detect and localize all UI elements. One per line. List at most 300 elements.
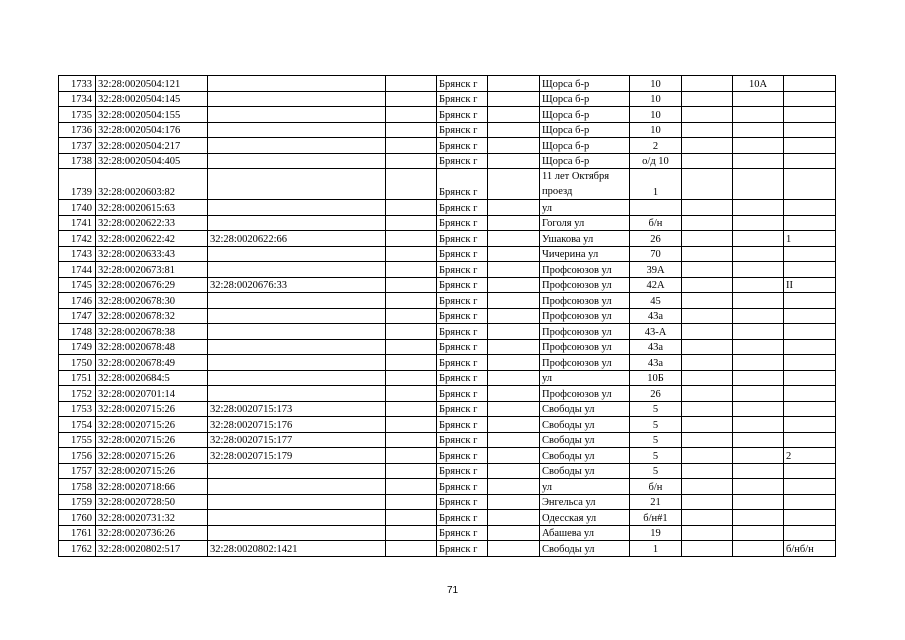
row-number-cell: 1744 [59,262,96,278]
house-number-cell: 19 [630,525,682,541]
col-empty-a-cell [386,541,437,557]
street-cell: Щорса б-р [540,138,630,154]
city-cell: Брянск г [437,339,488,355]
col-empty-c-cell [682,277,733,293]
col-empty-a-cell [386,324,437,340]
building-cell [733,432,784,448]
linked-cadastral-number-cell [208,262,386,278]
col-empty-c-cell [682,138,733,154]
cadastral-number-cell: 32:28:0020715:26 [96,448,208,464]
city-cell: Брянск г [437,386,488,402]
cadastral-number-cell: 32:28:0020504:145 [96,91,208,107]
col-empty-c-cell [682,246,733,262]
linked-cadastral-number-cell [208,138,386,154]
city-cell: Брянск г [437,138,488,154]
extra-cell [784,479,836,495]
street-cell: Профсоюзов ул [540,324,630,340]
col-empty-b-cell [488,463,540,479]
table-row [59,153,836,169]
col-empty-a-cell [386,525,437,541]
table-row [59,293,836,309]
col-empty-a-cell [386,262,437,278]
building-cell [733,246,784,262]
col-empty-b-cell [488,401,540,417]
table-row [59,479,836,495]
city-cell: Брянск г [437,215,488,231]
linked-cadastral-number-cell [208,370,386,386]
house-number-cell: 1 [630,541,682,557]
cadastral-number-cell: 32:28:0020718:66 [96,479,208,495]
linked-cadastral-number-cell [208,463,386,479]
street-cell: Одесская ул [540,510,630,526]
linked-cadastral-number-cell [208,122,386,138]
linked-cadastral-number-cell [208,91,386,107]
extra-cell [784,76,836,92]
linked-cadastral-number-cell [208,246,386,262]
col-empty-b-cell [488,448,540,464]
linked-cadastral-number-cell [208,525,386,541]
col-empty-a-cell [386,308,437,324]
table-row [59,417,836,433]
cadastral-number-cell: 32:28:0020504:176 [96,122,208,138]
col-empty-b-cell [488,215,540,231]
table-row [59,215,836,231]
row-number-cell: 1754 [59,417,96,433]
cadastral-number-cell: 32:28:0020678:38 [96,324,208,340]
building-cell [733,417,784,433]
linked-cadastral-number-cell [208,200,386,216]
street-cell: Профсоюзов ул [540,339,630,355]
col-empty-a-cell [386,510,437,526]
col-empty-a-cell [386,246,437,262]
cadastral-number-cell: 32:28:0020504:405 [96,153,208,169]
col-empty-a-cell [386,448,437,464]
row-number-cell: 1762 [59,541,96,557]
col-empty-b-cell [488,262,540,278]
linked-cadastral-number-cell [208,153,386,169]
col-empty-b-cell [488,91,540,107]
extra-cell [784,153,836,169]
row-number-cell: 1734 [59,91,96,107]
extra-cell [784,122,836,138]
table-row [59,324,836,340]
extra-cell [784,339,836,355]
cadastral-number-cell: 32:28:0020715:26 [96,432,208,448]
city-cell: Брянск г [437,231,488,247]
building-cell [733,169,784,200]
col-empty-a-cell [386,432,437,448]
extra-cell [784,494,836,510]
house-number-cell: 43-А [630,324,682,340]
cadastral-number-cell: 32:28:0020673:81 [96,262,208,278]
house-number-cell: 1 [630,169,682,200]
col-empty-c-cell [682,463,733,479]
col-empty-a-cell [386,122,437,138]
row-number-cell: 1743 [59,246,96,262]
extra-cell [784,386,836,402]
row-number-cell: 1759 [59,494,96,510]
col-empty-b-cell [488,386,540,402]
street-cell: Профсоюзов ул [540,386,630,402]
street-cell: Энгельса ул [540,494,630,510]
building-cell [733,541,784,557]
col-empty-a-cell [386,215,437,231]
col-empty-b-cell [488,479,540,495]
building-cell [733,138,784,154]
row-number-cell: 1757 [59,463,96,479]
col-empty-b-cell [488,293,540,309]
extra-cell [784,355,836,371]
linked-cadastral-number-cell: 32:28:0020802:1421 [208,541,386,557]
col-empty-b-cell [488,308,540,324]
extra-cell [784,510,836,526]
table-row [59,138,836,154]
col-empty-c-cell [682,339,733,355]
house-number-cell: 10 [630,107,682,123]
col-empty-b-cell [488,432,540,448]
extra-cell [784,293,836,309]
col-empty-c-cell [682,308,733,324]
row-number-cell: 1751 [59,370,96,386]
city-cell: Брянск г [437,107,488,123]
cadastral-number-cell: 32:28:0020622:42 [96,231,208,247]
house-number-cell: 5 [630,401,682,417]
street-cell: ул [540,479,630,495]
col-empty-b-cell [488,277,540,293]
table-row [59,448,836,464]
cadastral-number-cell: 32:28:0020633:43 [96,246,208,262]
street-cell: Ушакова ул [540,231,630,247]
col-empty-a-cell [386,401,437,417]
col-empty-b-cell [488,200,540,216]
col-empty-b-cell [488,525,540,541]
cadastral-number-cell: 32:28:0020715:26 [96,463,208,479]
street-cell: 11 лет Октября проезд [540,169,630,200]
table-row [59,169,836,200]
col-empty-a-cell [386,463,437,479]
city-cell: Брянск г [437,401,488,417]
cadastral-number-cell: 32:28:0020728:50 [96,494,208,510]
house-number-cell: б/н [630,479,682,495]
linked-cadastral-number-cell [208,494,386,510]
linked-cadastral-number-cell: 32:28:0020715:176 [208,417,386,433]
table-row [59,122,836,138]
table-row [59,339,836,355]
linked-cadastral-number-cell [208,293,386,309]
col-empty-a-cell [386,76,437,92]
building-cell [733,339,784,355]
col-empty-c-cell [682,169,733,200]
extra-cell [784,401,836,417]
col-empty-b-cell [488,122,540,138]
linked-cadastral-number-cell: 32:28:0020622:66 [208,231,386,247]
table-row [59,386,836,402]
table-row [59,541,836,557]
row-number-cell: 1738 [59,153,96,169]
col-empty-c-cell [682,153,733,169]
city-cell: Брянск г [437,370,488,386]
col-empty-a-cell [386,231,437,247]
city-cell: Брянск г [437,510,488,526]
extra-cell [784,432,836,448]
house-number-cell: 10 [630,91,682,107]
table-row [59,200,836,216]
col-empty-c-cell [682,432,733,448]
linked-cadastral-number-cell [208,510,386,526]
table-row [59,107,836,123]
city-cell: Брянск г [437,91,488,107]
table-row [59,370,836,386]
street-cell: Профсоюзов ул [540,293,630,309]
col-empty-a-cell [386,386,437,402]
house-number-cell: 10 [630,76,682,92]
col-empty-c-cell [682,541,733,557]
col-empty-c-cell [682,122,733,138]
row-number-cell: 1745 [59,277,96,293]
row-number-cell: 1740 [59,200,96,216]
house-number-cell: 5 [630,463,682,479]
extra-cell [784,91,836,107]
row-number-cell: 1756 [59,448,96,464]
row-number-cell: 1741 [59,215,96,231]
street-cell: Щорса б-р [540,153,630,169]
building-cell [733,277,784,293]
house-number-cell: 43а [630,355,682,371]
row-number-cell: 1760 [59,510,96,526]
row-number-cell: 1742 [59,231,96,247]
building-cell [733,293,784,309]
building-cell [733,324,784,340]
row-number-cell: 1733 [59,76,96,92]
table-row [59,246,836,262]
cadastral-number-cell: 32:28:0020678:48 [96,339,208,355]
row-number-cell: 1752 [59,386,96,402]
col-empty-c-cell [682,386,733,402]
building-cell [733,479,784,495]
col-empty-c-cell [682,91,733,107]
cadastral-number-cell: 32:28:0020684:5 [96,370,208,386]
table-row [59,355,836,371]
street-cell: Свободы ул [540,417,630,433]
city-cell: Брянск г [437,479,488,495]
cadastral-number-cell: 32:28:0020701:14 [96,386,208,402]
building-cell [733,448,784,464]
col-empty-b-cell [488,231,540,247]
col-empty-b-cell [488,138,540,154]
city-cell: Брянск г [437,355,488,371]
table-row [59,91,836,107]
col-empty-b-cell [488,417,540,433]
city-cell: Брянск г [437,262,488,278]
street-cell: Профсоюзов ул [540,262,630,278]
table-row [59,277,836,293]
extra-cell [784,463,836,479]
col-empty-a-cell [386,277,437,293]
house-number-cell: 26 [630,231,682,247]
street-cell: ул [540,200,630,216]
street-cell: Гоголя ул [540,215,630,231]
house-number-cell [630,200,682,216]
row-number-cell: 1748 [59,324,96,340]
row-number-cell: 1761 [59,525,96,541]
street-cell: Щорса б-р [540,122,630,138]
table-body [59,76,836,557]
building-cell [733,494,784,510]
cadastral-number-cell: 32:28:0020715:26 [96,417,208,433]
street-cell: ул [540,370,630,386]
house-number-cell: 5 [630,417,682,433]
house-number-cell: 70 [630,246,682,262]
col-empty-b-cell [488,107,540,123]
col-empty-a-cell [386,169,437,200]
extra-cell [784,525,836,541]
row-number-cell: 1736 [59,122,96,138]
table-row [59,510,836,526]
cadastral-number-cell: 32:28:0020736:26 [96,525,208,541]
col-empty-c-cell [682,107,733,123]
building-cell [733,231,784,247]
building-cell [733,122,784,138]
house-number-cell: 43а [630,308,682,324]
col-empty-c-cell [682,448,733,464]
col-empty-c-cell [682,525,733,541]
cadastral-number-cell: 32:28:0020504:217 [96,138,208,154]
col-empty-b-cell [488,246,540,262]
col-empty-b-cell [488,339,540,355]
col-empty-b-cell [488,370,540,386]
building-cell [733,463,784,479]
cadastral-number-cell: 32:28:0020678:32 [96,308,208,324]
extra-cell [784,200,836,216]
extra-cell [784,246,836,262]
house-number-cell: 39А [630,262,682,278]
house-number-cell: 42А [630,277,682,293]
linked-cadastral-number-cell [208,324,386,340]
street-cell: Свободы ул [540,541,630,557]
row-number-cell: 1755 [59,432,96,448]
building-cell [733,200,784,216]
extra-cell: 2 [784,448,836,464]
city-cell: Брянск г [437,432,488,448]
table-row [59,432,836,448]
building-cell [733,308,784,324]
street-cell: Свободы ул [540,401,630,417]
street-cell: Свободы ул [540,463,630,479]
linked-cadastral-number-cell [208,107,386,123]
cadastral-number-cell: 32:28:0020615:63 [96,200,208,216]
street-cell: Щорса б-р [540,91,630,107]
house-number-cell: 21 [630,494,682,510]
col-empty-c-cell [682,370,733,386]
city-cell: Брянск г [437,308,488,324]
cadastral-number-cell: 32:28:0020802:517 [96,541,208,557]
col-empty-c-cell [682,417,733,433]
cadastral-register-table [58,75,836,557]
extra-cell: 1 [784,231,836,247]
building-cell [733,401,784,417]
table-row [59,308,836,324]
col-empty-a-cell [386,370,437,386]
col-empty-a-cell [386,494,437,510]
col-empty-c-cell [682,200,733,216]
extra-cell [784,417,836,433]
city-cell: Брянск г [437,153,488,169]
table-row [59,525,836,541]
row-number-cell: 1735 [59,107,96,123]
building-cell [733,386,784,402]
street-cell: Профсоюзов ул [540,355,630,371]
extra-cell [784,169,836,200]
linked-cadastral-number-cell: 32:28:0020715:177 [208,432,386,448]
city-cell: Брянск г [437,525,488,541]
building-cell [733,370,784,386]
house-number-cell: 5 [630,432,682,448]
house-number-cell: 2 [630,138,682,154]
col-empty-b-cell [488,510,540,526]
page-number: 71 [446,585,459,596]
cadastral-number-cell: 32:28:0020504:121 [96,76,208,92]
col-empty-b-cell [488,355,540,371]
linked-cadastral-number-cell [208,355,386,371]
city-cell: Брянск г [437,169,488,200]
col-empty-c-cell [682,401,733,417]
col-empty-c-cell [682,494,733,510]
house-number-cell: 45 [630,293,682,309]
cadastral-number-cell: 32:28:0020504:155 [96,107,208,123]
street-cell: Чичерина ул [540,246,630,262]
col-empty-c-cell [682,76,733,92]
col-empty-b-cell [488,169,540,200]
street-cell: Свободы ул [540,432,630,448]
city-cell: Брянск г [437,200,488,216]
city-cell: Брянск г [437,448,488,464]
col-empty-b-cell [488,541,540,557]
building-cell [733,525,784,541]
linked-cadastral-number-cell [208,308,386,324]
city-cell: Брянск г [437,277,488,293]
col-empty-b-cell [488,324,540,340]
col-empty-a-cell [386,339,437,355]
linked-cadastral-number-cell [208,339,386,355]
house-number-cell: б/н#1 [630,510,682,526]
linked-cadastral-number-cell: 32:28:0020715:173 [208,401,386,417]
cadastral-number-cell: 32:28:0020678:30 [96,293,208,309]
col-empty-b-cell [488,153,540,169]
house-number-cell: 5 [630,448,682,464]
city-cell: Брянск г [437,463,488,479]
linked-cadastral-number-cell [208,386,386,402]
col-empty-a-cell [386,417,437,433]
cadastral-number-cell: 32:28:0020622:33 [96,215,208,231]
extra-cell [784,215,836,231]
extra-cell [784,370,836,386]
building-cell: 10А [733,76,784,92]
col-empty-c-cell [682,262,733,278]
col-empty-a-cell [386,479,437,495]
city-cell: Брянск г [437,541,488,557]
building-cell [733,262,784,278]
row-number-cell: 1758 [59,479,96,495]
house-number-cell: 26 [630,386,682,402]
row-number-cell: 1739 [59,169,96,200]
street-cell: Профсоюзов ул [540,277,630,293]
extra-cell [784,138,836,154]
street-cell: Абашева ул [540,525,630,541]
city-cell: Брянск г [437,494,488,510]
col-empty-c-cell [682,215,733,231]
street-cell: Щорса б-р [540,76,630,92]
building-cell [733,91,784,107]
